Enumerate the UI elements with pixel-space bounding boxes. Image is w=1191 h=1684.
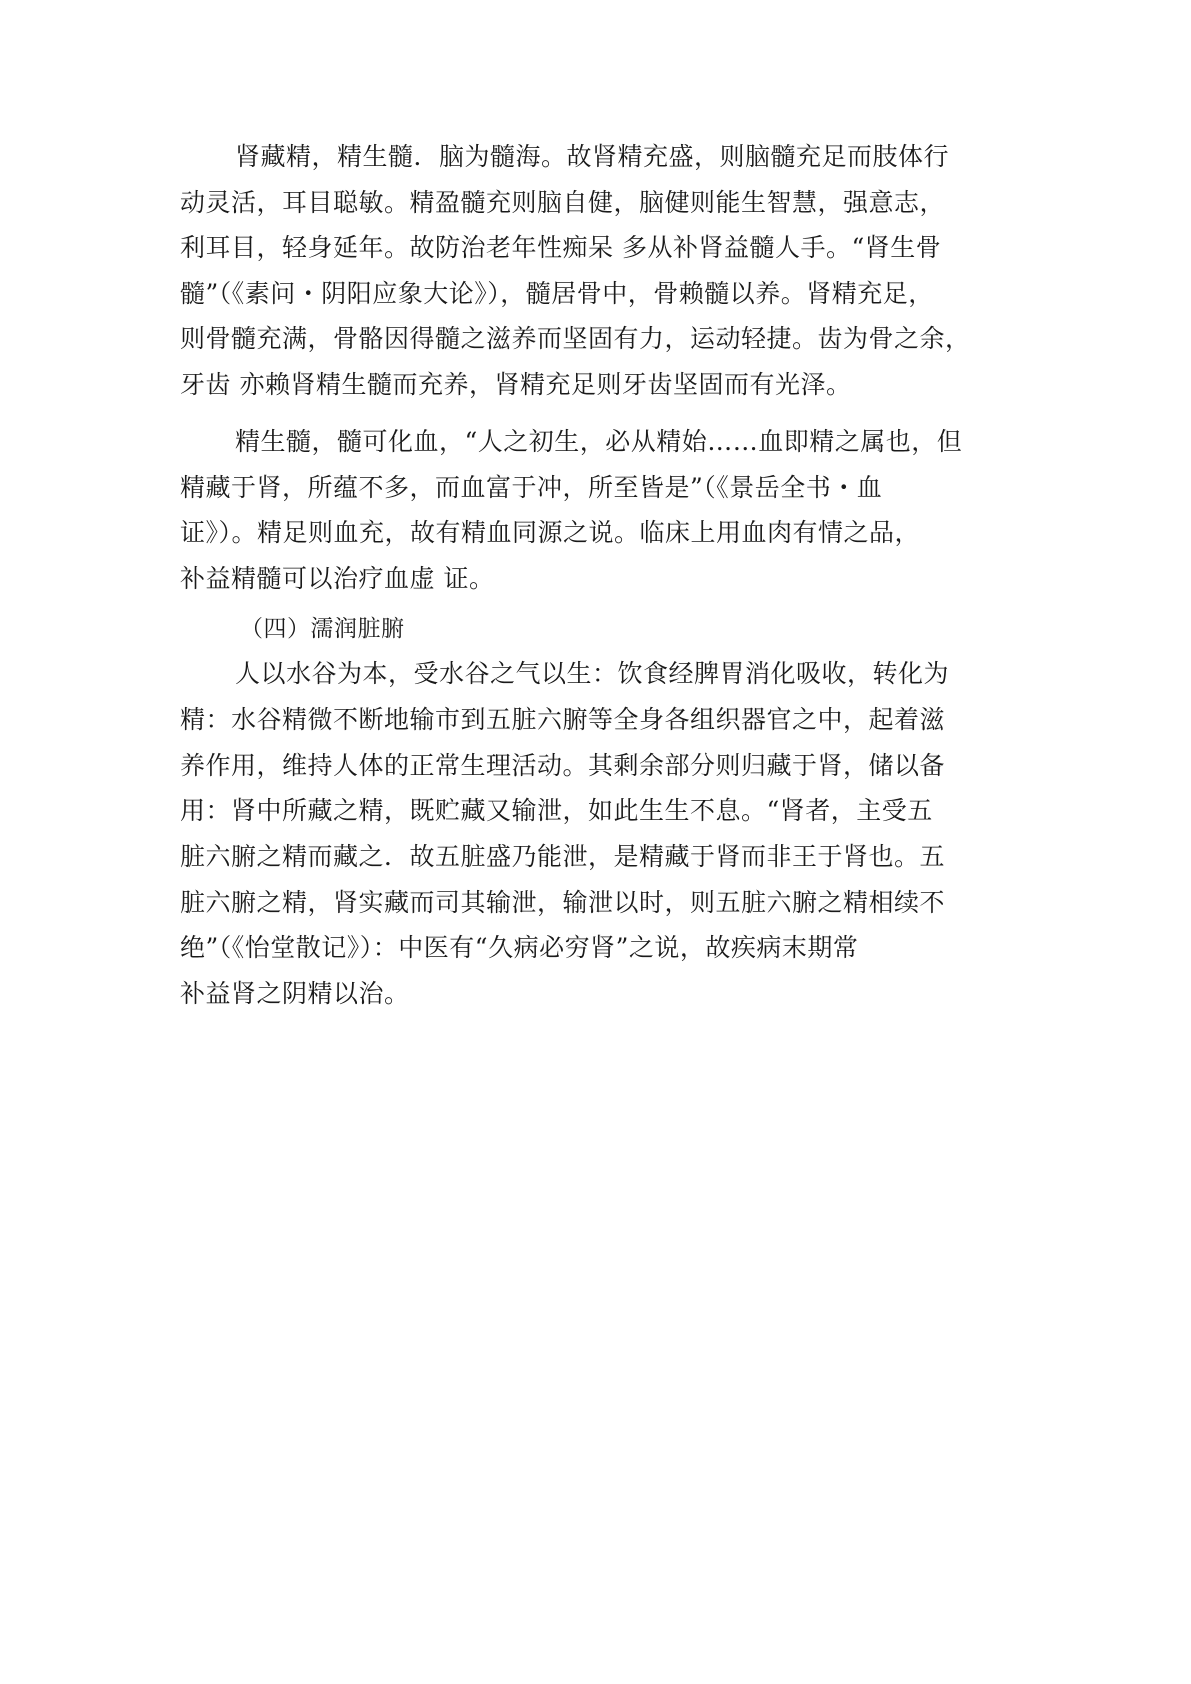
text-line: 则骨髓充满，骨骼因得髓之滋养而坚固有力，运动轻捷。齿为骨之余， xyxy=(180,324,971,353)
text-line: 牙齿 亦赖肾精生髓而充养，肾精充足则牙齿坚固而有光泽。 xyxy=(180,370,852,399)
text-line: 精藏于肾，所蕴不多，而血富于冲，所至皆是”（《景岳全书・血 xyxy=(180,473,883,502)
text-line: 髓”（《素问・阴阳应象大论》），髓居骨中，骨赖髓以养。肾精充足， xyxy=(180,279,934,308)
text-line: 精：水谷精微不断地输市到五脏六腑等全身各组织器官之中，起着滋 xyxy=(180,705,946,734)
text-line: 补益精髓可以治疗血虚 证。 xyxy=(180,564,495,593)
text-line: 人以水谷为本，受水谷之气以生：饮食经脾胃消化吸收，转化为 xyxy=(235,659,950,688)
text-line: 补益肾之阴精以治。 xyxy=(180,979,410,1008)
section-heading: （四）濡润脏腑 xyxy=(240,616,405,642)
text-line: 脏六腑之精，肾实藏而司其输泄，输泄以时，则五脏六腑之精相续不 xyxy=(180,888,946,917)
text-line: 养作用，维持人体的正常生理活动。其剩余部分则归藏于肾，储以备 xyxy=(180,751,946,780)
text-line: 证》）。精足则血充，故有精血同源之说。临床上用血肉有情之品， xyxy=(180,518,921,547)
text-line: 用：肾中所藏之精，既贮藏又输泄，如此生生不息。“肾者，主受五 xyxy=(180,796,933,825)
text-line: 动灵活，耳目聪敏。精盈髓充则脑自健，脑健则能生智慧，强意志， xyxy=(180,188,946,217)
text-line: 利耳目，轻身延年。故防治老年性痴呆 多从补肾益髓人手。“肾生骨 xyxy=(180,233,942,262)
text-line: 肾藏精，精生髓．脑为髓海。故肾精充盛，则脑髓充足而肢体行 xyxy=(235,142,950,171)
text-line: 绝”（《怡堂散记》）：中医有“久病必穷肾”之说，故疾病末期常 xyxy=(180,933,859,962)
text-line: 脏六腑之精而藏之．故五脏盛乃能泄，是精藏于肾而非王于肾也。五 xyxy=(180,842,946,871)
text-line: 精生髓，髓可化血，“人之初生，必从精始……血即精之属也，但 xyxy=(235,427,963,456)
